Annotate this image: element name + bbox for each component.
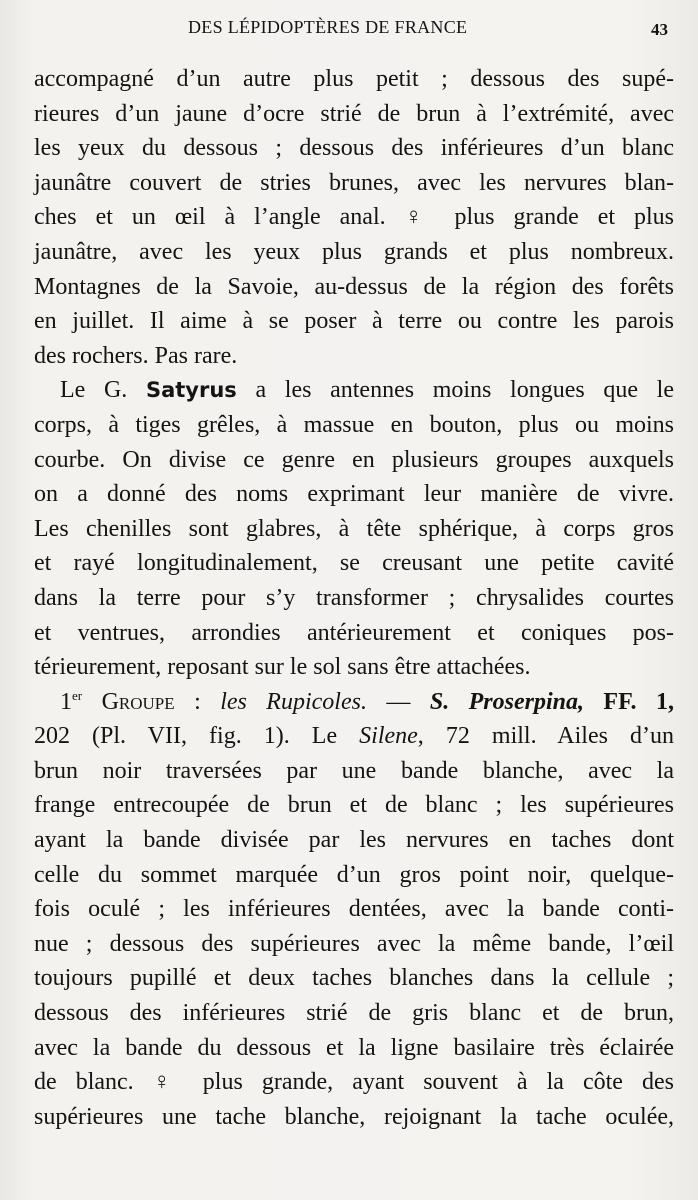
text-line: jaunâtre, avec les yeux plus grands et plus nombreux. <box>34 238 674 265</box>
text-fragment: Le G. <box>60 377 146 404</box>
group-label: Groupe <box>101 688 175 715</box>
text-line: courbe. On divise ce genre en plusieurs groupes auxquels <box>34 446 674 473</box>
group-heading-line <box>34 685 674 720</box>
text-line <box>34 373 674 408</box>
text-line: dessous des inférieures strié de gris blanc et de brun, <box>34 1000 674 1027</box>
text-line: térieurement, reposant sur le sol sans être attachées. <box>34 654 531 681</box>
species-name: S. Proserpina, <box>429 688 584 715</box>
running-title: DES LÉPIDOPTÈRES DE FRANCE <box>188 17 468 37</box>
ordinal-suffix: er <box>72 687 83 703</box>
text-line: dans la terre pour s’y transformer ; chrysalides courtes <box>34 584 674 611</box>
text-line: on a donné des noms exprimant leur manière de vivre. <box>34 481 674 508</box>
text-fragment: — <box>366 688 430 715</box>
text-fragment: , 72 mill. Ailes d’un <box>417 723 674 750</box>
text-line: les yeux du dessous ; dessous des inférieures d’un blanc <box>34 135 674 162</box>
group-number: 1 <box>60 688 72 715</box>
text-line: ayant la bande divisée par les nervures en taches dont <box>34 827 674 854</box>
text-line: frange entrecoupée de brun et de blanc ; les supérieures <box>34 792 674 819</box>
common-name: Silene <box>359 723 418 750</box>
text-line <box>34 719 674 754</box>
text-line: accompagné d’un autre plus petit ; dessous des supé- <box>34 66 674 92</box>
text-line: Les chenilles sont glabres, à tête sphérique, à corps gros <box>34 515 674 542</box>
text-line: de blanc. ♀ plus grande, ayant souvent à la côte des <box>34 1069 674 1096</box>
text-line: nue ; dessous des supérieures avec la même bande, l’œil <box>34 930 674 957</box>
text-line: brun noir traversées par une bande blanche, avec la <box>34 757 674 784</box>
text-line: avec la bande du dessous et la ligne basilaire très éclairée <box>34 1034 674 1061</box>
text-line: des rochers. Pas rare. <box>34 342 238 369</box>
genus-name: Satyrus <box>145 378 237 403</box>
text-line: Montagnes de la Savoie, au-dessus de la région des forêts <box>34 273 674 300</box>
text-line: rieures d’un jaune d’ocre strié de brun à l’extrémité, avec <box>34 100 674 127</box>
page-number: 43 <box>651 20 668 39</box>
text-line: et ventrues, arrondies antérieurement et coniques pos- <box>34 619 674 646</box>
text-line: fois oculé ; les inférieures dentées, avec la bande conti- <box>34 896 674 923</box>
text-line: toujours pupillé et deux taches blanches dans la cellule ; <box>34 965 674 992</box>
text-line: supérieures une tache blanche, rejoignant la tache oculée, <box>34 1103 674 1130</box>
text-line: et rayé longitudinalement, se creusant une petite cavité <box>34 550 674 577</box>
body-text <box>34 62 674 1134</box>
text-line: corps, à tiges grêles, à massue en bouton, plus ou moins <box>34 411 674 438</box>
text-fragment: 202 (Pl. VII, fig. 1). Le <box>34 723 360 750</box>
group-name: les Rupicoles. <box>220 688 367 715</box>
text-line: celle du sommet marquée d’un gros point noir, quelque- <box>34 861 674 888</box>
text-line: jaunâtre couvert de stries brunes, avec les nervures blan- <box>34 169 674 196</box>
reference: FF. 1, <box>583 688 674 715</box>
text-line: ches et un œil à l’angle anal. ♀ plus grande et plus <box>34 204 674 231</box>
text-fragment: : <box>174 688 221 715</box>
text-line: en juillet. Il aime à se poser à terre ou contre les parois <box>34 308 674 335</box>
text-fragment: a les antennes moins longues que le <box>236 377 674 404</box>
